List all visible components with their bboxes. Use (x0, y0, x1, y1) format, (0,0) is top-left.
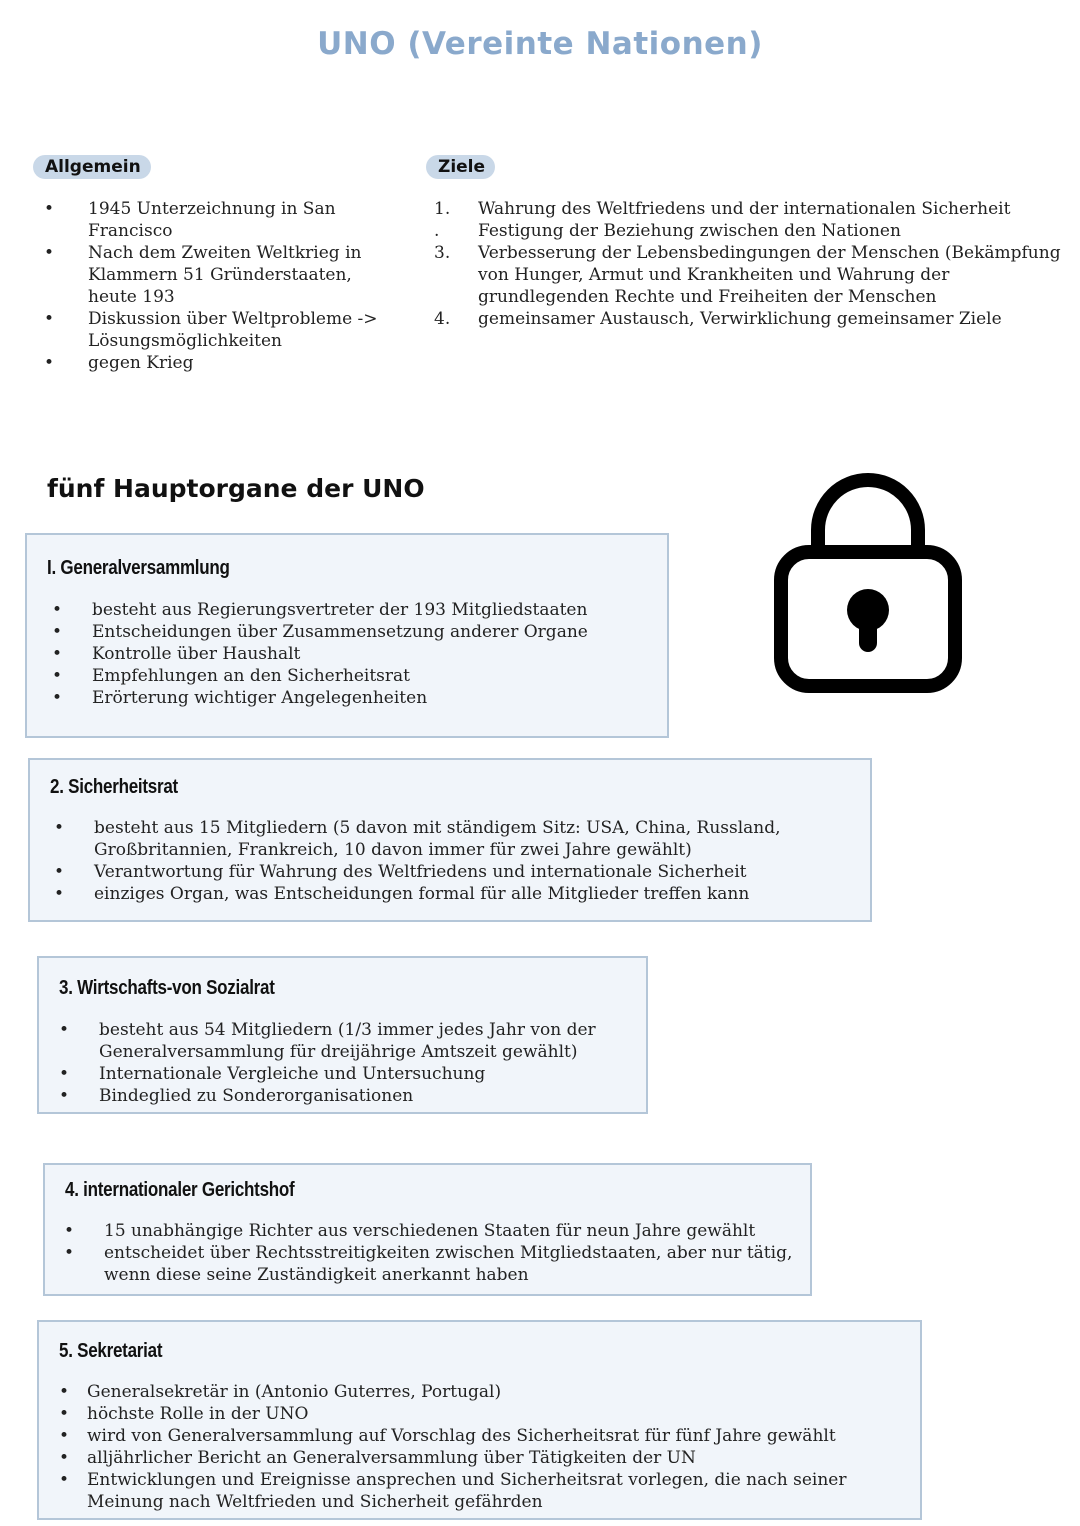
allgemein-list (44, 198, 394, 374)
list-item: • Diskussion über Weltprobleme -> Lösungsmöglichkeiten (44, 309, 378, 351)
list-item: • besteht aus 54 Mitgliedern (1/3 immer jedes Jahr von der Generalversammlung für dreijährige Amtszeit gewählt) (59, 1020, 596, 1062)
list-item: • besteht aus Regierungsvertreter der 193 Mitgliedstaaten (52, 600, 588, 620)
list-item: • Entscheidungen über Zusammensetzung anderer Organe (52, 622, 588, 642)
ziele-heading: Ziele (426, 155, 495, 179)
organ-card-sekretariat (37, 1320, 922, 1520)
list-item: 3. Verbesserung der Lebensbedingungen der Menschen (Bekämpfung von Hunger, Armut und Krankheiten und Wahrung der grundlegenden Rechte und Freiheiten der Menschen (434, 243, 1061, 307)
list-item: • Nach dem Zweiten Weltkrieg in Klammern 51 Gründerstaaten, heute 193 (44, 243, 362, 307)
allgemein-heading: Allgemein (33, 155, 151, 179)
padlock-icon (772, 460, 964, 698)
organ-title: 3. Wirtschafts-von Sozialrat (59, 977, 275, 999)
list-item: • entscheidet über Rechtsstreitigkeiten zwischen Mitgliedstaaten, aber nur tätig, wenn diese seine Zuständigkeit anerkannt haben (64, 1243, 793, 1285)
list-item: • Erörterung wichtiger Angelegenheiten (52, 688, 428, 708)
list-item: . Festigung der Beziehung zwischen den Nationen (434, 221, 901, 241)
list-item: • Internationale Vergleiche und Untersuchung (59, 1064, 486, 1084)
organ-title: 2. Sicherheitsrat (50, 776, 178, 798)
list-item: • Verantwortung für Wahrung des Weltfriedens und internationale Sicherheit (54, 862, 747, 882)
list-item: • Entwicklungen und Ereignisse ansprechen und Sicherheitsrat vorlegen, die nach seiner Meinung nach Weltfrieden und Sicherheit gefährden (59, 1470, 847, 1512)
ziele-list (434, 198, 1064, 330)
organ-card-wirtschafts-und-sozialrat (37, 956, 648, 1114)
organ-title: 4. internationaler Gerichtshof (65, 1179, 295, 1201)
list-item: • Kontrolle über Haushalt (52, 644, 301, 664)
list-item: • alljährlicher Bericht an Generalversammlung über Tätigkeiten der UN (59, 1448, 696, 1468)
list-item: • Bindeglied zu Sonderorganisationen (59, 1086, 414, 1106)
list-item: 4. gemeinsamer Austausch, Verwirklichung gemeinsamer Ziele (434, 309, 1002, 329)
organ-card-generalversammlung (25, 533, 669, 738)
list-item: • Generalsekretär in (Antonio Guterres, Portugal) (59, 1382, 502, 1402)
list-item: • höchste Rolle in der UNO (59, 1404, 309, 1424)
list-item: • 15 unabhängige Richter aus verschiedenen Staaten für neun Jahre gewählt (64, 1221, 756, 1241)
list-item: • wird von Generalversammlung auf Vorschlag des Sicherheitsrat für fünf Jahre gewählt (59, 1426, 836, 1446)
list-item: • gegen Krieg (44, 353, 194, 373)
organs-heading: fünf Hauptorgane der UNO (47, 474, 425, 503)
organ-card-sicherheitsrat (28, 758, 872, 922)
organ-title: 5. Sekretariat (59, 1340, 163, 1362)
list-item: • einziges Organ, was Entscheidungen formal für alle Mitglieder treffen kann (54, 884, 750, 904)
organ-card-gerichtshof (43, 1163, 812, 1296)
organ-title: I. Generalversammlung (47, 557, 230, 579)
list-item: • besteht aus 15 Mitgliedern (5 davon mit ständigem Sitz: USA, China, Russland, Großbritannien, Frankreich, 10 davon immer für zwei Jahre gewählt) (54, 818, 781, 860)
list-item: 1. Wahrung des Weltfriedens und der internationalen Sicherheit (434, 199, 1011, 219)
page-title: UNO (Vereinte Nationen) (317, 26, 763, 62)
list-item: • Empfehlungen an den Sicherheitsrat (52, 666, 410, 686)
list-item: • 1945 Unterzeichnung in San Francisco (44, 199, 336, 241)
